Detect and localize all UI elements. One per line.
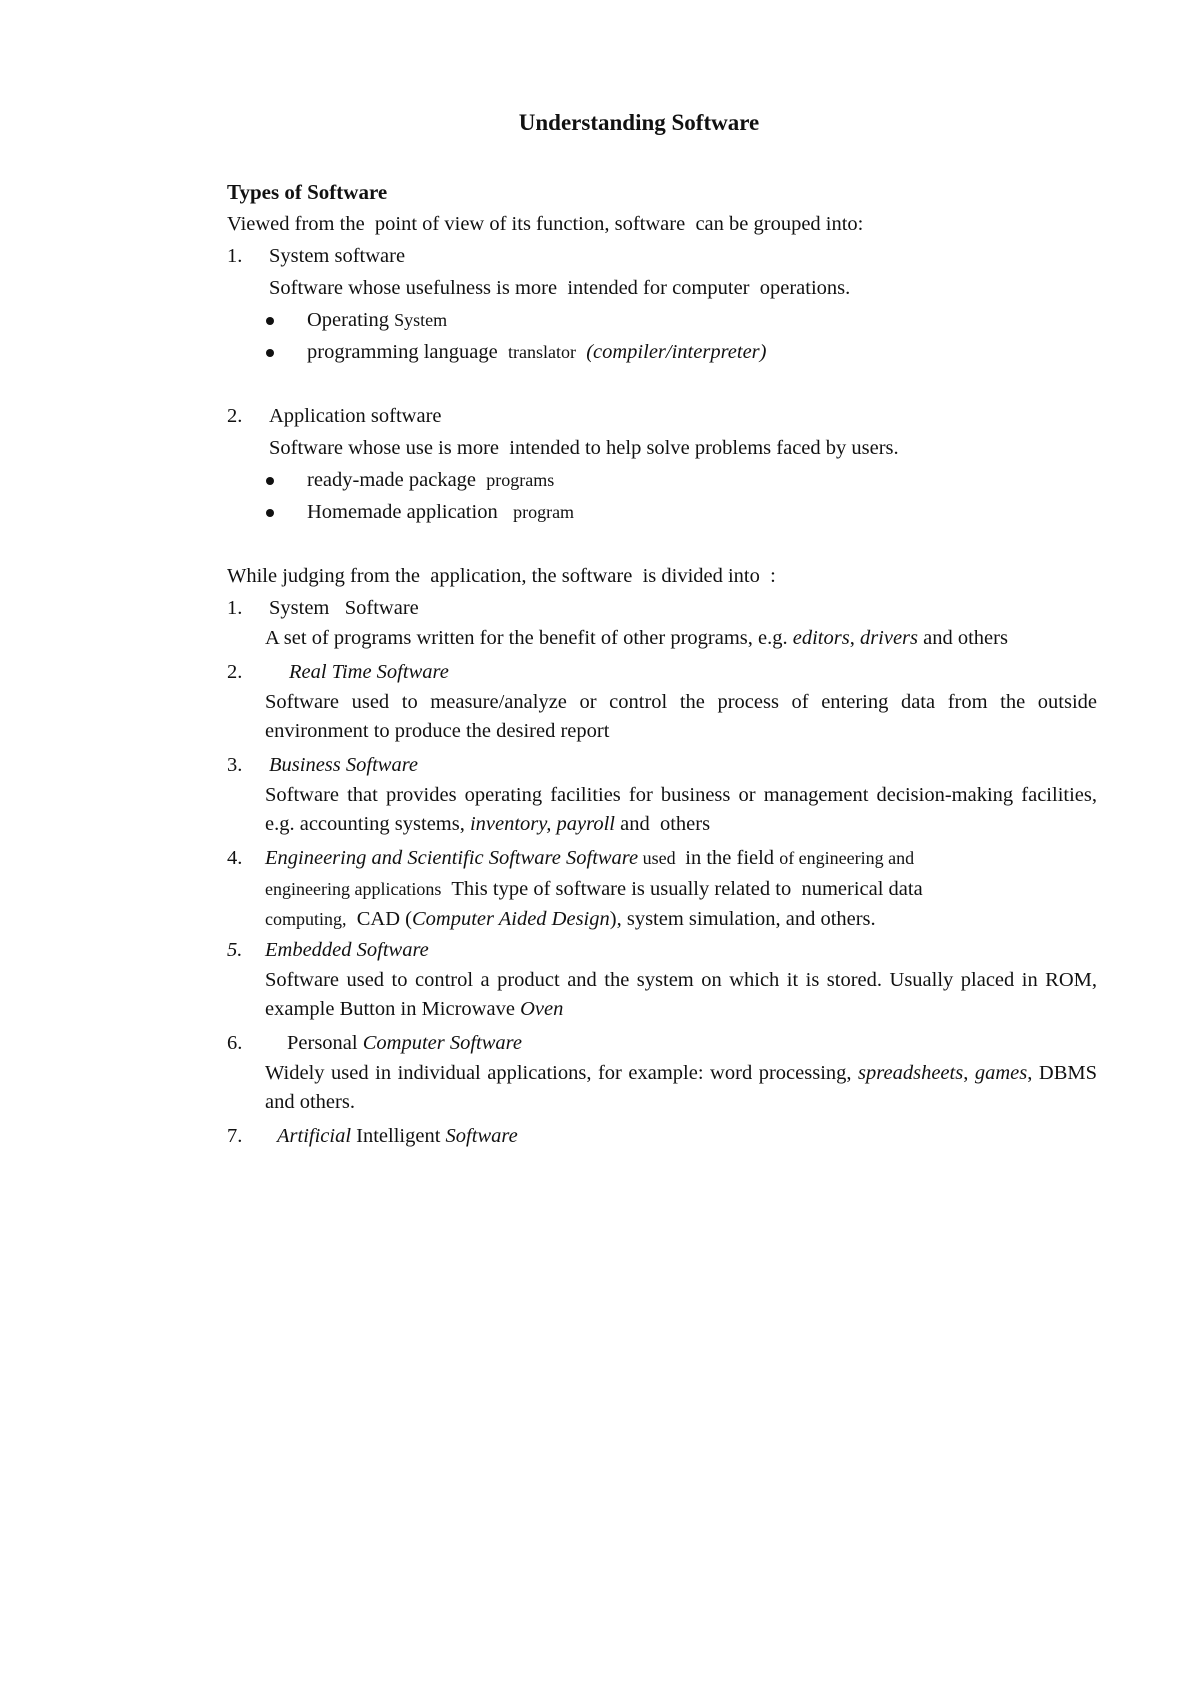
description-text: CAD ( xyxy=(346,908,412,930)
bullet-text: Homemade application xyxy=(307,501,514,523)
list-label: Embedded Software xyxy=(265,939,429,961)
application-type-engineering xyxy=(227,842,1097,874)
bullet-icon xyxy=(266,349,274,357)
description-italic: games xyxy=(974,1062,1028,1084)
list-number: 2. xyxy=(227,661,243,683)
bullet-text: ready-made package xyxy=(307,469,487,491)
section-heading: Types of Software xyxy=(227,180,388,204)
application-type-realtime xyxy=(227,656,1097,688)
list-label-italic: Software xyxy=(445,1125,518,1147)
document-title: Understanding Software xyxy=(518,110,760,135)
description-italic: editors xyxy=(792,627,850,649)
description-small: of engineering and xyxy=(779,848,915,868)
list-number: 3. xyxy=(227,754,243,776)
description-italic: inventory, payroll xyxy=(469,813,615,835)
list-label: Real Time Software xyxy=(289,661,449,683)
description-line xyxy=(265,874,1097,904)
list-label-italic: Computer Software xyxy=(362,1032,522,1054)
list-item xyxy=(227,464,1097,496)
description-text: Widely used in individual applications, for example: word processing, xyxy=(265,1062,859,1084)
function-group-application xyxy=(227,400,1097,432)
function-group-system xyxy=(227,240,1097,272)
list-item xyxy=(227,304,1097,336)
description-small: used xyxy=(638,848,681,868)
description-text: A set of programs written for the benefit of other programs, e.g. xyxy=(265,627,793,649)
bullet-text-small: program xyxy=(513,502,575,522)
list-number: 5. xyxy=(227,939,243,961)
bullet-text: Operating xyxy=(307,309,395,331)
application-type-description xyxy=(227,966,1103,1024)
list-number: 7. xyxy=(227,1125,243,1147)
application-type-description: Software used to measure/analyze or control the process of entering data from the outside environment to produce the desired report xyxy=(265,691,1103,742)
spacer xyxy=(227,528,1097,560)
description-text: Software used to control a product and the system on which it is stored. Usually placed in ROM, example Button in Microwave xyxy=(265,969,1103,1020)
application-type-personal xyxy=(227,1027,1097,1059)
list-label: System Software xyxy=(269,597,419,619)
description-small: computing, xyxy=(265,909,347,929)
description-italic: Oven xyxy=(520,998,564,1020)
bullet-icon xyxy=(266,477,274,485)
description-line xyxy=(265,904,1097,934)
description-text: , DBMS and others. xyxy=(265,1062,1103,1113)
spacer xyxy=(227,368,1097,400)
list-number: 4. xyxy=(227,847,243,869)
list-label: Personal xyxy=(287,1032,363,1054)
description-italic: Computer Aided Design xyxy=(411,908,610,930)
bullet-text-small: System xyxy=(394,310,448,330)
application-type-system xyxy=(227,592,1097,624)
document-body xyxy=(227,176,1103,1152)
description-italic: drivers xyxy=(859,627,919,649)
list-number: 1. xyxy=(227,597,243,619)
list-label: System software xyxy=(269,245,406,267)
application-type-ai xyxy=(227,1120,1097,1152)
bullet-icon xyxy=(266,509,274,517)
bullet-text-small: translator xyxy=(507,342,576,362)
description-text: , xyxy=(849,627,860,649)
list-number: 2. xyxy=(227,405,243,427)
application-type-embedded xyxy=(227,934,1097,966)
list-label: Business Software xyxy=(269,754,419,776)
description-text: This type of software is usually related to numerical data xyxy=(441,878,923,900)
list-number: 6. xyxy=(227,1032,243,1054)
function-group-description: Software whose use is more intended to help solve problems faced by users. xyxy=(269,437,899,459)
application-type-business xyxy=(227,749,1097,781)
description-text: in the field xyxy=(680,847,780,869)
list-label: Application software xyxy=(269,405,442,427)
list-item xyxy=(227,336,1097,368)
bullet-icon xyxy=(266,317,274,325)
intro-function-text: Viewed from the point of view of its function, software can be grouped into: xyxy=(227,213,864,235)
description-text: Software that provides operating facilities for business or management decision-making facilities, e.g. accounting systems, xyxy=(265,784,1103,835)
function-group-description: Software whose usefulness is more intended for computer operations. xyxy=(269,277,851,299)
description-text: , xyxy=(963,1062,975,1084)
description-text: ), system simulation, and others. xyxy=(609,908,876,930)
list-number: 1. xyxy=(227,245,243,267)
list-item xyxy=(227,496,1097,528)
description-small: engineering applications xyxy=(265,879,442,899)
application-type-description xyxy=(227,781,1103,839)
description-text: and others xyxy=(918,627,1008,649)
list-label: Intelligent xyxy=(351,1125,446,1147)
bullet-text-italic: (compiler/interpreter) xyxy=(575,341,767,363)
application-type-description xyxy=(227,1059,1103,1117)
application-type-description xyxy=(227,874,1097,934)
description-text: and others xyxy=(614,813,711,835)
application-type-description xyxy=(227,624,1097,653)
intro-application-text: While judging from the application, the software is divided into : xyxy=(227,565,776,587)
bullet-text: programming language xyxy=(307,341,508,363)
list-label-italic: Artificial xyxy=(277,1125,352,1147)
bullet-text-small: programs xyxy=(486,470,555,490)
description-italic: spreadsheets xyxy=(858,1062,964,1084)
list-label: Engineering and Scientific Software Software xyxy=(265,847,639,869)
